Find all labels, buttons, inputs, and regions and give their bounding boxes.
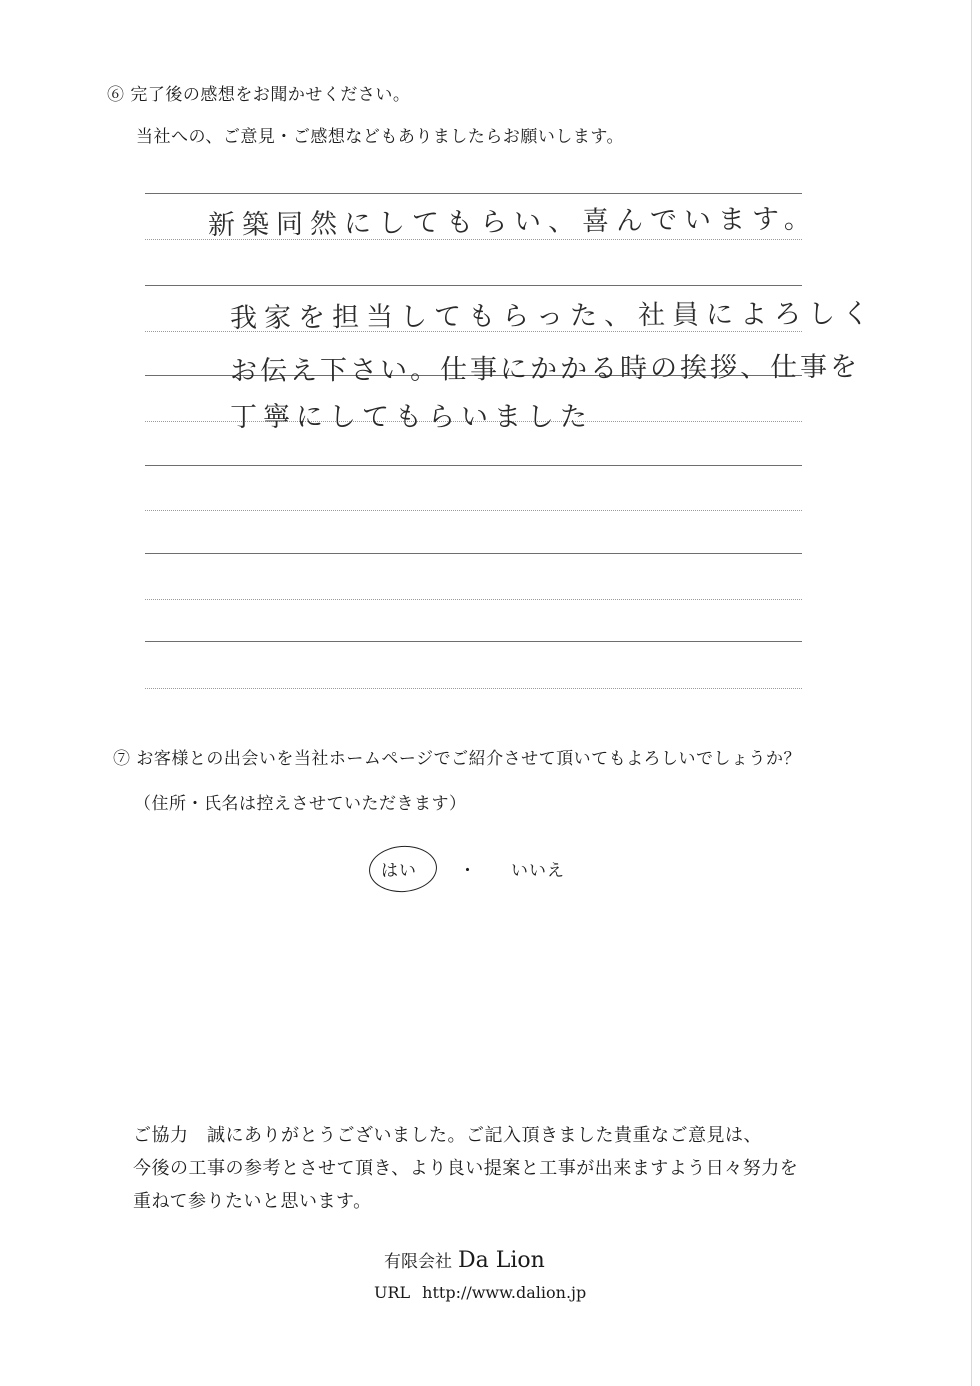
company-url-line bbox=[374, 1283, 586, 1302]
answer-rule bbox=[145, 193, 802, 194]
company-name bbox=[384, 1247, 545, 1273]
handwritten-line-4: 丁寧にしてもらいました bbox=[230, 402, 593, 433]
handwritten-line-1: 新築同然にしてもらい、喜んでいます。 bbox=[207, 203, 819, 241]
company-brand: Da Lion bbox=[458, 1248, 545, 1273]
closing-line-3: 重ねて参りたいと思います。 bbox=[133, 1191, 372, 1212]
answer-rule bbox=[145, 641, 802, 642]
option-no[interactable]: いいえ bbox=[511, 861, 565, 881]
answer-rule bbox=[145, 553, 802, 554]
company-prefix: 有限会社 bbox=[384, 1252, 452, 1272]
url-label: URL bbox=[374, 1283, 411, 1302]
answer-rule bbox=[145, 285, 802, 286]
scan-edge bbox=[971, 0, 972, 1386]
option-yes[interactable]: はい bbox=[381, 861, 417, 881]
answer-rule bbox=[145, 599, 802, 600]
handwritten-line-2: 我家を担当してもらった、社員によろしく bbox=[229, 298, 877, 334]
q6-subtitle: 当社への、ご意見・ご感想などもありましたらお願いします。 bbox=[136, 127, 624, 147]
answer-rule bbox=[145, 465, 802, 466]
company-url-link[interactable]: http://www.dalion.jp bbox=[422, 1283, 587, 1302]
q6-title: ⑥ 完了後の感想をお聞かせください。 bbox=[107, 85, 411, 105]
answer-rule bbox=[145, 688, 802, 689]
closing-line-1: ご協力 誠にありがとうございました。ご記入頂きました貴重なご意見は、 bbox=[133, 1125, 762, 1146]
answer-rule bbox=[145, 510, 802, 511]
q7-title: ⑦ お客様との出会いを当社ホームページでご紹介させて頂いてもよろしいでしょうか？ bbox=[113, 749, 802, 769]
handwritten-line-3: お伝え下さい。仕事にかかる時の挨拶、仕事を bbox=[229, 351, 861, 387]
option-separator: ・ bbox=[459, 861, 477, 881]
closing-line-2: 今後の工事の参考とさせて頂き、より良い提案と工事が出来ますよう日々努力を bbox=[133, 1158, 799, 1179]
q7-note: （住所・氏名は控えさせていただきます） bbox=[134, 794, 467, 814]
